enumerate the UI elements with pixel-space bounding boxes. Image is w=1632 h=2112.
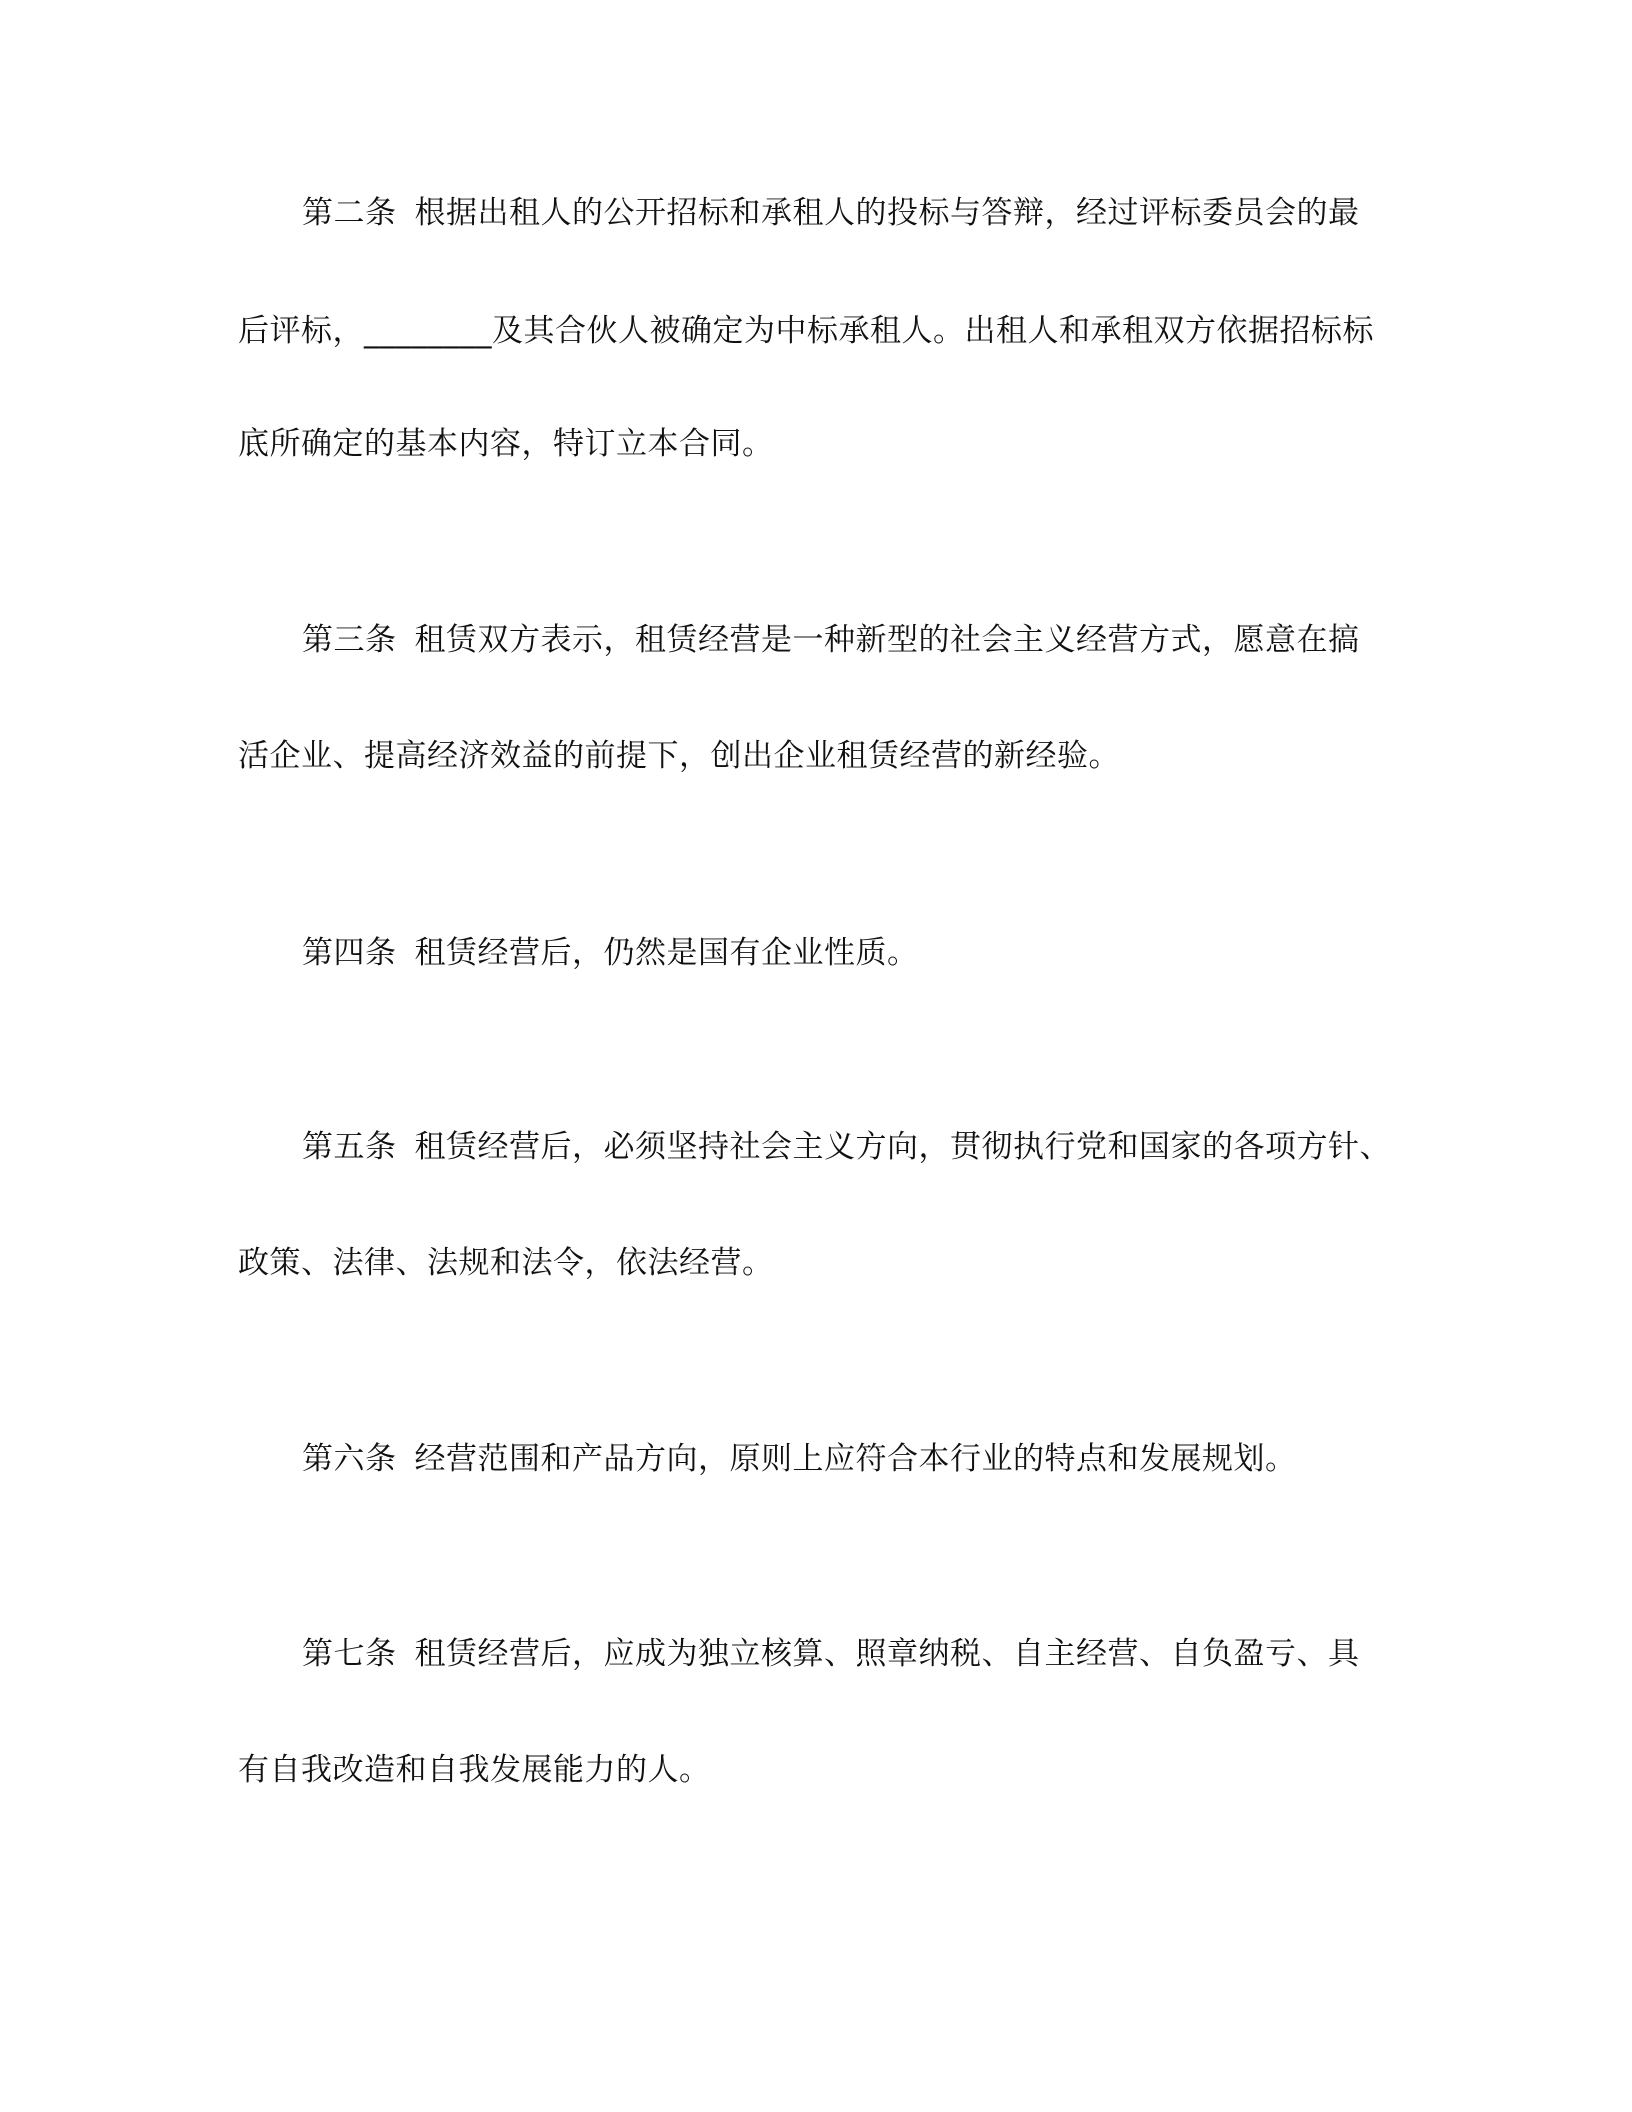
article-text: 租赁经营后，应成为独立核算、照章纳税、自主经营、自负盈亏、具: [414, 1636, 1360, 1672]
article-number: 第二条: [302, 195, 397, 231]
article-text: 根据出租人的公开招标和承租人的投标与答辩，经过评标委员会的最: [414, 195, 1360, 231]
article-text: 经营范围和产品方向，原则上应符合本行业的特点和发展规划。: [414, 1441, 1297, 1477]
article-number: 第四条: [302, 935, 397, 971]
article-text: 租赁经营后，必须坚持社会主义方向，贯彻执行党和国家的各项方针、: [414, 1129, 1391, 1165]
article-text: 后评标，________及其合伙人被确定为中标承租人。出租人和承租双方依据招标标: [238, 313, 1374, 349]
article-number: 第三条: [302, 622, 397, 658]
article-text: 有自我改造和自我发展能力的人。: [238, 1752, 711, 1788]
article-7-line-2: [0, 1750, 1632, 1790]
article-2-line-2: [0, 311, 1632, 351]
article-4-line-1: [0, 933, 1632, 973]
article-text: 底所确定的基本内容，特订立本合同。: [238, 426, 774, 462]
article-2-line-1: [0, 193, 1632, 233]
article-number: 第六条: [302, 1441, 397, 1477]
article-7-line-1: [0, 1634, 1632, 1674]
article-text: 租赁经营后，仍然是国有企业性质。: [414, 935, 919, 971]
article-3-line-1: [0, 620, 1632, 660]
article-5-line-1: [0, 1127, 1632, 1167]
article-6-line-1: [0, 1439, 1632, 1479]
article-number: 第七条: [302, 1636, 397, 1672]
article-number: 第五条: [302, 1129, 397, 1165]
article-text: 政策、法律、法规和法令，依法经营。: [238, 1245, 774, 1281]
article-3-line-2: [0, 736, 1632, 776]
article-text: 租赁双方表示，租赁经营是一种新型的社会主义经营方式，愿意在搞: [414, 622, 1360, 658]
article-text: 活企业、提高经济效益的前提下，创出企业租赁经营的新经验。: [238, 738, 1120, 774]
article-2-line-3: [0, 424, 1632, 464]
article-5-line-2: [0, 1243, 1632, 1283]
